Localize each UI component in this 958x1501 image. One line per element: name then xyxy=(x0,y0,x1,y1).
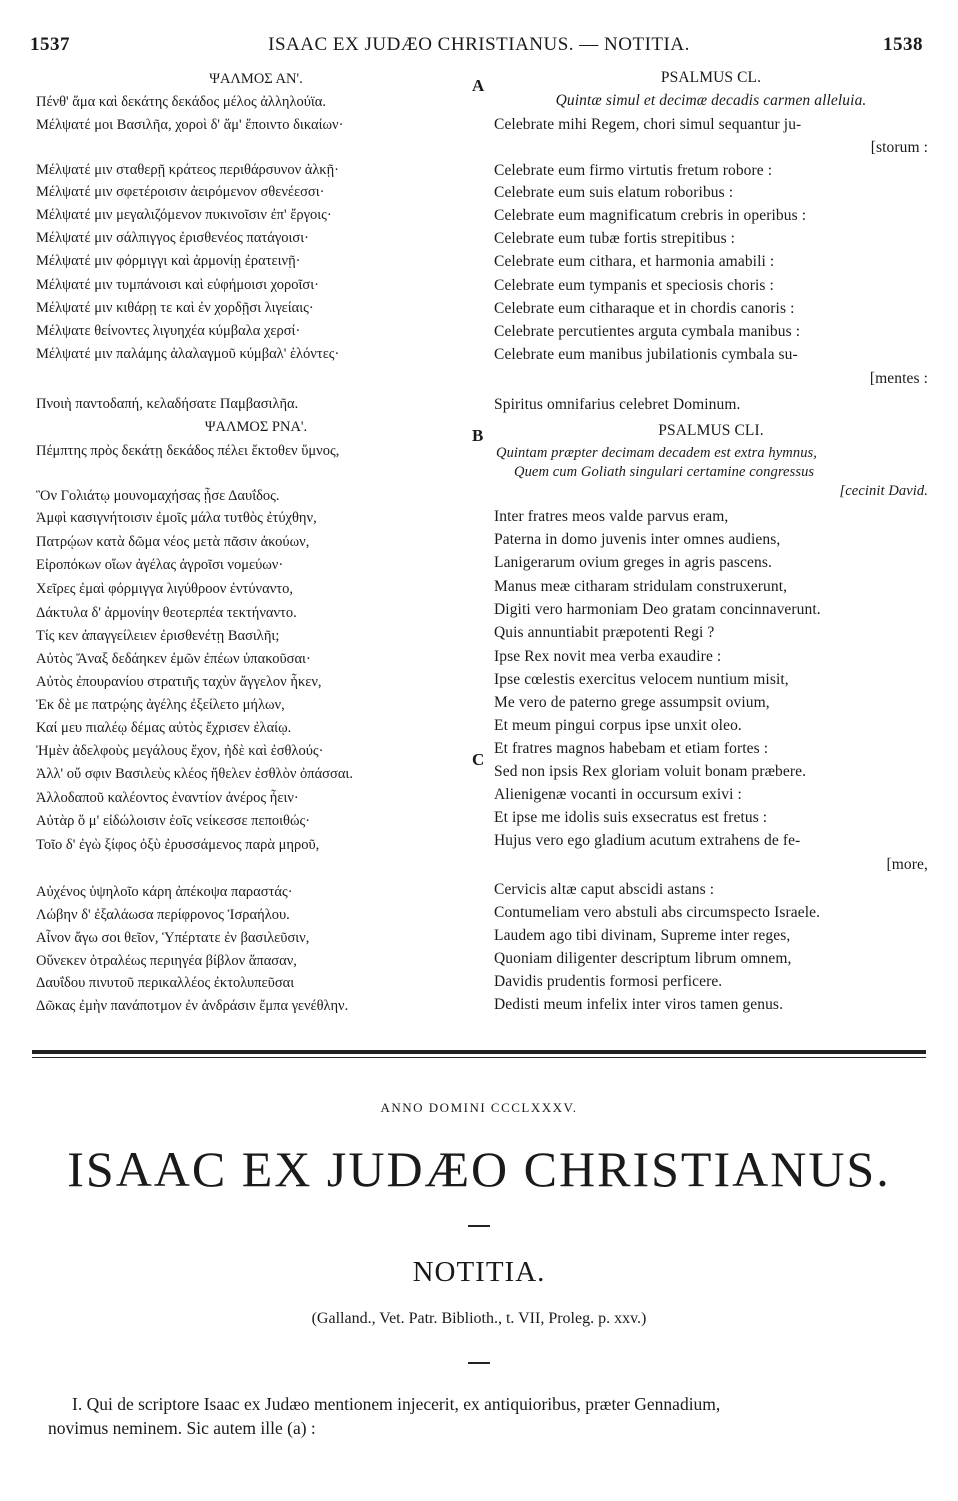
latin-line: Ipse Rex novit mea verba exaudire : xyxy=(494,648,722,665)
greek-line: Ὃν Γολιάτῳ μουνομαχήσας ᾖσε Δαυΐδος. xyxy=(36,488,280,504)
greek-line: Μέλψατέ μιν σταθερῇ κράτεος περιθάρσυνον ἀλκῇ· xyxy=(36,162,339,178)
notitia-heading: NOTITIA. xyxy=(412,1256,546,1288)
greek-line: Μέλψατέ μιν σάλπιγγος ἐρισθενέος πατάγοισι· xyxy=(36,230,309,246)
greek-line: Αὐτὸς ἐπουρανίου στρατιῆς ταχὺν ἄγγελον ἧκεν, xyxy=(36,674,322,690)
greek-line: Οὕνεκεν ὀτραλέως περιηγέα βίβλον ἅπασαν, xyxy=(36,953,297,969)
latin-line: Quoniam diligenter descriptum librum omnem, xyxy=(494,950,792,967)
latin-line: Spiritus omnifarius celebret Dominum. xyxy=(494,396,741,413)
latin-line: Davidis prudentis formosi perficere. xyxy=(494,973,723,990)
latin-line: Celebrate eum firmo virtutis fretum robore : xyxy=(494,162,773,179)
citation-dash xyxy=(468,1362,490,1364)
greek-line: Πνοιὴ παντοδαπή, κελαδήσατε Παμβασιλῆα. xyxy=(36,396,299,412)
latin-line: Inter fratres meos valde parvus eram, xyxy=(494,508,729,525)
running-header xyxy=(0,34,958,64)
greek-line: Πέμπτης πρὸς δεκάτῃ δεκάδος πέλει ἔκτοθεν ὕμνος, xyxy=(36,443,340,459)
latin-line: [mentes : xyxy=(869,370,928,387)
latin-line: Laudem ago tibi divinam, Supreme inter reges, xyxy=(494,927,791,944)
greek-line: Αὐτὸς Ἄναξ δεδάηκεν ἐμῶν ἐπέων ὑπακοῦσαι· xyxy=(36,651,311,667)
column-marker-a: A xyxy=(472,76,485,95)
running-title: ISAAC EX JUDÆO CHRISTIANUS. — NOTITIA. xyxy=(268,34,690,55)
latin-line: Cervicis altæ caput abscidi astans : xyxy=(494,881,715,898)
latin-line: Et ipse me idolis suis exsecratus est fretus : xyxy=(494,809,768,826)
latin-line: Celebrate eum magnificatum crebris in operibus : xyxy=(494,207,807,224)
page-number-left: 1537 xyxy=(30,34,70,55)
latin-line: Et meum pingui corpus ipse unxit oleo. xyxy=(494,717,742,734)
latin-line: Sed non ipsis Rex gloriam voluit bonam præbere. xyxy=(494,763,807,780)
column-marker-b: B xyxy=(472,426,484,445)
latin-psalm-subtitle: [cecinit David. xyxy=(839,483,928,499)
greek-line: Ἐκ δὲ με πατρῴης ἀγέλης ἐξείλετο μήλων, xyxy=(36,697,285,713)
latin-line: Lanigerarum ovium greges in agris pascens. xyxy=(494,554,772,571)
title-dash xyxy=(468,1225,490,1227)
latin-psalm-subtitle: Quintam præpter decimam decadem est extra hymnus, xyxy=(496,445,818,461)
greek-line: Ἠμὲν ἀδελφοὺς μεγάλους ἔχον, ἠδὲ καὶ ἐσθλούς· xyxy=(36,743,324,759)
latin-line: Manus meæ citharam stridulam construxerunt, xyxy=(494,578,788,595)
latin-line: Quis annuntiabit præpotenti Regi ? xyxy=(494,624,715,641)
greek-line: Μέλψατέ μιν παλάμης ἀλαλαγμοῦ κύμβαλ' ἑλόντες· xyxy=(36,346,340,362)
greek-line: Μέλψατέ μιν φόρμιγγι καὶ ἁρμονίῃ ἐρατεινῇ· xyxy=(36,253,301,269)
latin-line: Celebrate eum suis elatum roboribus : xyxy=(494,184,734,201)
section-rule-thin xyxy=(32,1057,926,1058)
greek-line: Πατρῴων κατὰ δῶμα νέος μετὰ πᾶσιν ἀκούων, xyxy=(36,534,310,550)
latin-line: [more, xyxy=(886,856,928,873)
latin-line: Celebrate eum cithara, et harmonia amabili : xyxy=(494,253,775,270)
greek-line: Χεῖρες ἐμαὶ φόρμιγγα λιγύθροον ἐντύναντο, xyxy=(36,581,293,597)
greek-line: Ἀμφὶ κασιγνήτοισιν ἐμοῖς μάλα τυτθὸς ἐτύχθην, xyxy=(36,510,317,526)
latin-psalm-subtitle: Quintæ simul et decimæ decadis carmen alleluia. xyxy=(555,92,867,109)
latin-line: Celebrate eum tympanis et speciosis choris : xyxy=(494,277,774,294)
greek-line: Μέλψατε θείνοντες λιγυηχέα κύμβαλα χερσί· xyxy=(36,323,301,339)
latin-line: Celebrate eum manibus jubilationis cymbala su- xyxy=(494,346,798,363)
greek-psalm-title: ΨΑΛΜΟΣ ΡΝΑ'. xyxy=(204,419,308,435)
greek-line: Ἀλλ' οὔ σφιν Βασιλεὺς κλέος ἤθελεν ἐσθλὸν ὀπάσσαι. xyxy=(36,766,353,782)
greek-line: Τίς κεν ἀπαγγείλειεν ἐρισθενέτῃ Βασιλῆι; xyxy=(36,628,280,644)
source-citation: (Galland., Vet. Patr. Biblioth., t. VII, Proleg. p. xxv.) xyxy=(311,1310,647,1327)
anno-domini-line: ANNO DOMINI CCCLXXXV. xyxy=(380,1100,578,1115)
column-marker-c: C xyxy=(472,750,485,769)
greek-line: Αὐτὰρ ὅ μ' εἰδώλοισιν ἑοῖς νείκεσσε πεποιθώς· xyxy=(36,813,311,829)
paragraph-line: I. Qui de scriptore Isaac ex Judæo mentionem injecerit, ex antiquioribus, præter Gennadium, xyxy=(72,1394,721,1414)
greek-line: Αἶνον ἄγω σοι θεῖον, Ὑπέρτατε ἐν βασιλεῦσιν, xyxy=(36,930,310,946)
latin-line: Me vero de paterno grege assumpsit ovium, xyxy=(494,694,770,711)
greek-line: Μέλψατέ μοι Βασιλῆα, χοροὶ δ' ἅμ' ἕποιντο δικαίων· xyxy=(36,117,344,133)
latin-line: Celebrate mihi Regem, chori simul sequantur ju- xyxy=(494,116,802,133)
greek-line: Λώβην δ' ἐξαλάωσα περίφρονος Ἰσραήλου. xyxy=(36,907,290,923)
page-number-right: 1538 xyxy=(883,34,923,55)
latin-line: [storum : xyxy=(870,139,928,156)
section-rule-thick xyxy=(32,1050,926,1054)
greek-line: Εἰροπόκων οἴων ἀγέλας ἀγροῖσι νομεύων· xyxy=(36,557,284,573)
section-title: ISAAC EX JUDÆO CHRISTIANUS. xyxy=(67,1141,891,1197)
latin-psalm-subtitle: Quem cum Goliath singulari certamine congressus xyxy=(514,464,815,480)
greek-line: Μέλψατέ μιν σφετέροισιν ἀειρόμενον σθενέεσσι· xyxy=(36,184,325,200)
paragraph-line: novimus neminem. Sic autem ille (a) : xyxy=(48,1418,316,1438)
latin-line: Contumeliam vero abstuli abs circumspecto Israele. xyxy=(494,904,821,921)
latin-line: Paterna in domo juvenis inter omnes audiens, xyxy=(494,531,781,548)
latin-line: Celebrate percutientes arguta cymbala manibus : xyxy=(494,323,801,340)
greek-line: Καί μευ πιαλέῳ δέμας αὐτὸς ἔχρισεν ἐλαίῳ. xyxy=(36,720,292,736)
latin-line: Alienigenæ vocanti in occursum exivi : xyxy=(494,786,742,803)
greek-line: Ἀλλοδαποῦ καλέοντος ἐναντίον ἀνέρος ἦειν· xyxy=(36,790,299,806)
greek-line: Πένθ' ἅμα καὶ δεκάτης δεκάδος μέλος ἀλληλούϊα. xyxy=(36,94,327,110)
latin-line: Et fratres magnos habebam et etiam fortes : xyxy=(494,740,769,757)
latin-line: Hujus vero ego gladium acutum extrahens de fe- xyxy=(494,832,801,849)
greek-line: Δάκτυλα δ' ἁρμονίην θεοτερπέα τεκτήναντο. xyxy=(36,605,297,621)
latin-line: Celebrate eum citharaque et in chordis canoris : xyxy=(494,300,795,317)
greek-line: Μέλψατέ μιν κιθάρῃ τε καὶ ἐν χορδῇσι λιγείαις· xyxy=(36,300,314,316)
greek-line: Δαυΐδου πινυτοῦ περικαλλέος ἐκτολυπεῦσαι xyxy=(36,975,295,991)
greek-line: Μέλψατέ μιν μεγαλιζόμενον πυκινοῖσιν ἐπ' ἔργοις· xyxy=(36,207,332,223)
latin-line: Dedisti meum infelix inter viros tamen genus. xyxy=(494,996,784,1013)
latin-line: Celebrate eum tubæ fortis strepitibus : xyxy=(494,230,736,247)
greek-line: Μέλψατέ μιν τυμπάνοισι καὶ εὐφήμοισι χοροῖσι· xyxy=(36,277,319,293)
greek-line: Τοῖο δ' ἐγὼ ξίφος ὀξὺ ἐρυσσάμενος παρὰ μηροῦ, xyxy=(36,837,320,853)
latin-psalm-title: PSALMUS CL. xyxy=(660,69,762,86)
latin-line: Digiti vero harmoniam Deo gratam concinnaverunt. xyxy=(494,601,821,618)
latin-line: Ipse cœlestis exercitus velocem nuntium misit, xyxy=(494,671,789,688)
greek-line: Δῶκας ἐμὴν πανάποτμον ἐν ἀνδράσιν ἔμπα γενέθλην. xyxy=(36,998,349,1014)
latin-psalm-title: PSALMUS CLI. xyxy=(658,422,764,439)
greek-line: Αὐχένος ὑψηλοῖο κάρη ἀπέκοψα παραστάς· xyxy=(36,884,293,900)
greek-psalm-title: ΨΑΛΜΟΣ ΑΝ'. xyxy=(209,71,303,87)
